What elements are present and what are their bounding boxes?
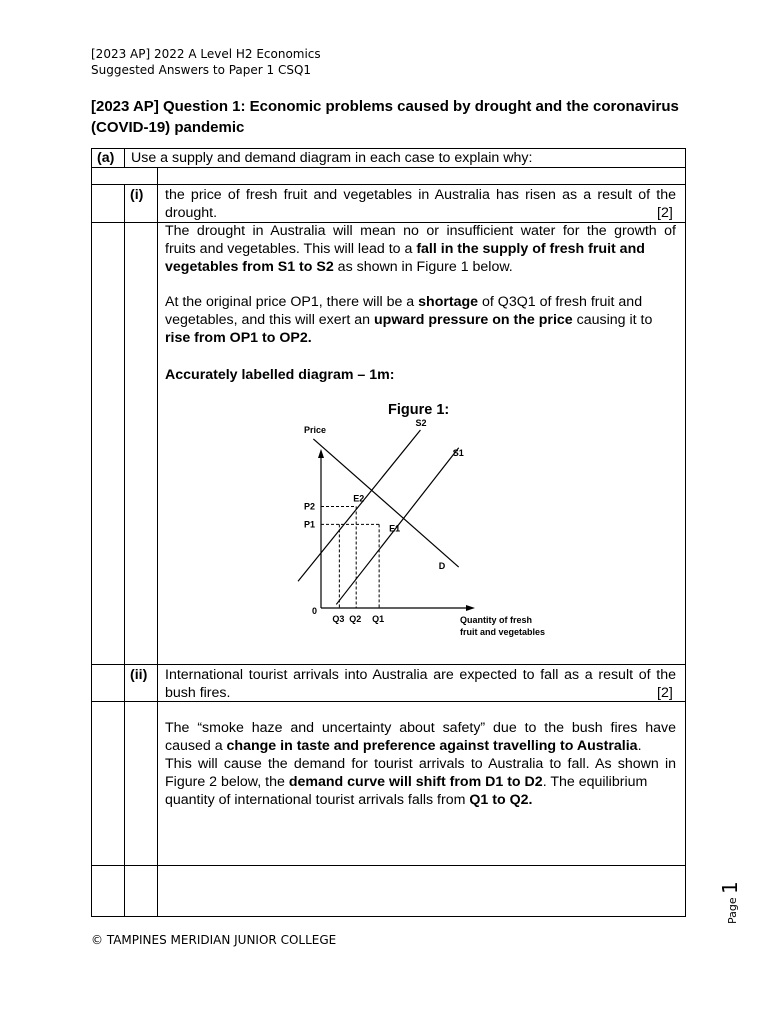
text-run-bold: Q1 to Q2. bbox=[469, 792, 533, 808]
part-a-label: (a) bbox=[97, 150, 115, 166]
quantity-label-q3: Q3 bbox=[332, 614, 345, 624]
part-ii-marks: [2] bbox=[657, 685, 673, 701]
text-run: Figure 2 below, the bbox=[165, 774, 289, 790]
diagram-note: Accurately labelled diagram – 1m: bbox=[165, 367, 395, 383]
page-label: Page bbox=[726, 897, 739, 924]
curve-label-s2: S2 bbox=[415, 418, 427, 428]
quantity-label-q2: Q2 bbox=[349, 614, 362, 624]
footer: © TAMPINES MERIDIAN JUNIOR COLLEGE bbox=[91, 933, 337, 947]
part-ii-question-line-1: International tourist arrivals into Australia are expected to fall as a result of the bbox=[165, 667, 676, 683]
part-i-answer-line-1: The drought in Australia will mean no or insufficient water for the growth of bbox=[165, 223, 676, 239]
part-ii-answer-line-1: The “smoke haze and uncertainty about safety” due to the bush fires have bbox=[165, 720, 676, 736]
text-run: quantity of international tourist arrivals falls from bbox=[165, 792, 470, 808]
x-axis-arrow bbox=[466, 605, 475, 611]
text-run: causing it to bbox=[572, 312, 653, 328]
figure-1-title: Figure 1: bbox=[388, 402, 450, 418]
part-i-question-line-1: the price of fresh fruit and vegetables in Australia has risen as a result of the bbox=[165, 187, 676, 203]
text-run-bold: fall in the supply of fresh fruit and bbox=[416, 241, 645, 257]
header-line-1: [2023 AP] 2022 A Level H2 Economics bbox=[91, 47, 321, 61]
text-run-bold: shortage bbox=[418, 294, 479, 310]
text-run-bold: rise from OP1 to OP2. bbox=[165, 330, 312, 346]
text-run: . bbox=[637, 738, 642, 754]
x-axis-label-line-1: Quantity of fresh bbox=[460, 615, 533, 625]
text-run: caused a bbox=[165, 738, 227, 754]
text-run: . The equilibrium bbox=[542, 774, 648, 790]
part-ii-label: (ii) bbox=[130, 667, 148, 683]
price-label-p1: P1 bbox=[304, 519, 316, 530]
x-axis-label-line-2: fruit and vegetables bbox=[460, 627, 546, 637]
text-run-bold: demand curve will shift from D1 to D2 bbox=[288, 774, 543, 790]
text-run-bold: vegetables from S1 to S2 bbox=[165, 259, 334, 275]
equilibrium-label-e1: E1 bbox=[389, 523, 401, 534]
part-ii-answer-line-4 bbox=[165, 773, 676, 791]
part-ii-answer-line-3: This will cause the demand for tourist arrivals to Australia to fall. As shown in bbox=[165, 756, 676, 772]
page-number-value: 1 bbox=[718, 881, 742, 894]
part-ii-question-line-2: bush fires. bbox=[165, 685, 231, 701]
page-number bbox=[718, 880, 742, 930]
price-label-p2: P2 bbox=[304, 501, 316, 512]
origin-label: 0 bbox=[312, 606, 318, 616]
header-line-2: Suggested Answers to Paper 1 CSQ1 bbox=[91, 63, 312, 77]
part-ii-answer-line-2 bbox=[165, 737, 676, 755]
text-run-bold: change in taste and preference against travelling to Australia bbox=[226, 738, 638, 754]
part-i-question-line-2: drought. bbox=[165, 205, 218, 221]
y-axis-label: Price bbox=[304, 425, 327, 435]
curve-s2 bbox=[298, 430, 420, 581]
curve-label-d: D bbox=[438, 561, 446, 572]
text-run: vegetables, and this will exert an bbox=[165, 312, 374, 328]
question-title-line-1: [2023 AP] Question 1: Economic problems caused by drought and the coronavirus bbox=[91, 98, 679, 115]
text-run: At the original price OP1, there will be a bbox=[165, 294, 419, 310]
text-run: as shown in Figure 1 below. bbox=[333, 259, 513, 275]
equilibrium-label-e2: E2 bbox=[353, 493, 365, 504]
curve-label-s1: S1 bbox=[452, 447, 464, 458]
part-i-marks: [2] bbox=[657, 205, 673, 221]
text-run: of Q3Q1 of fresh fruit and bbox=[478, 294, 643, 310]
quantity-label-q1: Q1 bbox=[372, 614, 385, 624]
part-a-prompt: Use a supply and demand diagram in each case to explain why: bbox=[131, 150, 533, 166]
part-ii-answer-line-5 bbox=[165, 791, 532, 809]
question-title-line-2: (COVID-19) pandemic bbox=[91, 119, 245, 136]
text-run-bold: upward pressure on the price bbox=[374, 312, 573, 328]
y-axis-arrow bbox=[318, 449, 324, 458]
part-i-label: (i) bbox=[130, 187, 144, 203]
curve-d bbox=[313, 439, 458, 567]
text-run: fruits and vegetables. This will lead to a bbox=[165, 241, 417, 257]
